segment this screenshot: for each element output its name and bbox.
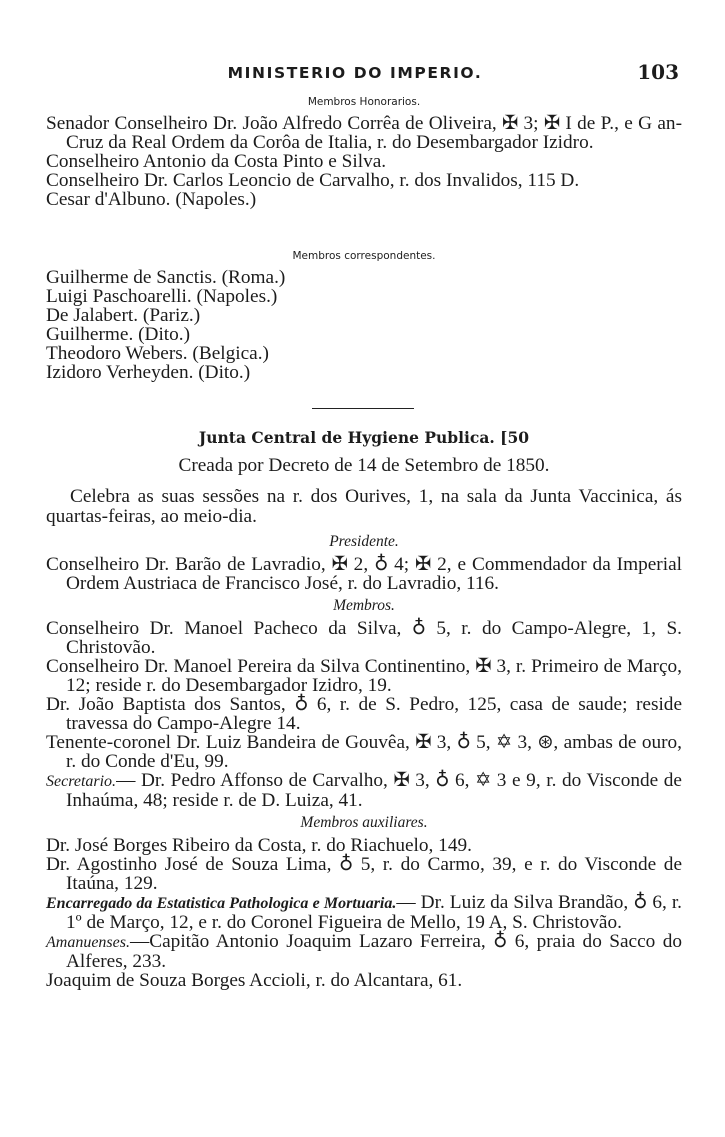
membro-entry: Tenente-coronel Dr. Luiz Bandeira de Gouvêa, ✠ 3, ♁ 5, ✡ 3, ⊛, ambas de ouro, r. do Conde d'Eu, 99. xyxy=(46,732,682,772)
correspondente-entry: Luigi Paschoarelli. (Napoles.) xyxy=(46,286,278,307)
junta-decree: Creada por Decreto de 14 de Setembro de 1850. xyxy=(178,455,550,476)
honorarios-heading: Membros Honorarios. xyxy=(307,96,421,108)
amanuenses-label: Amanuenses. xyxy=(46,934,130,951)
encarregado-entry xyxy=(46,893,682,932)
correspondentes-heading: Membros correspondentes. xyxy=(292,250,436,262)
junta-section xyxy=(46,428,682,990)
secretario-text: — Dr. Pedro Affonso de Carvalho, ✠ 3, ♁ 6, ✡ 3 e 9, r. do Visconde de Inhaúma, 48; reside r. de D. Luiza, 41. xyxy=(66,770,682,811)
correspondente-entry: Izidoro Verheyden. (Dito.) xyxy=(46,362,251,383)
honorario-entry: Senador Conselheiro Dr. João Alfredo Corrêa de Oliveira, ✠ 3; ✠ I de P., e G an-Cruz da Real Ordem da Corôa de Italia, r. do Desembargador Izidro. xyxy=(46,113,682,153)
running-title: MINISTERIO DO IMPERIO. xyxy=(227,64,483,82)
membro-entry: Conselheiro Dr. Manoel Pereira da Silva Continentino, ✠ 3, r. Primeiro de Março, 12; reside r. do Desembargador Izidro, 19. xyxy=(46,656,682,696)
correspondente-entry: Guilherme de Sanctis. (Roma.) xyxy=(46,267,286,288)
membro-entry: Dr. João Baptista dos Santos, ♁ 6, r. de S. Pedro, 125, casa de saude; reside travessa do Campo-Alegre 14. xyxy=(46,694,682,734)
auxiliares-heading: Membros auxiliares. xyxy=(300,814,428,831)
page-header xyxy=(0,62,725,88)
amanuenses-entry xyxy=(46,932,682,971)
encarregado-label: Encarregado da Estatistica Pathologica e Mortuaria. xyxy=(46,895,397,912)
correspondente-entry: Theodoro Webers. (Belgica.) xyxy=(46,343,269,364)
honorarios-section xyxy=(46,96,682,209)
honorario-entry: Conselheiro Antonio da Costa Pinto e Silva. xyxy=(46,151,387,172)
honorario-entry: Cesar d'Albuno. (Napoles.) xyxy=(46,189,257,210)
section-divider xyxy=(312,408,414,409)
correspondentes-section xyxy=(46,250,682,382)
last-entry: Joaquim de Souza Borges Accioli, r. do Alcantara, 61. xyxy=(46,970,463,991)
junta-description: Celebra as suas sessões na r. dos Ourives, 1, na sala da Junta Vaccinica, ás quartas-feiras, ao meio-dia. xyxy=(46,486,682,527)
encarregado-text: — Dr. Luiz da Silva Brandão, ♁ 6, r. 1º de Março, 12, e r. do Coronel Figueira de Mello, 19 A, S. Christovão. xyxy=(66,892,683,933)
presidente-heading: Presidente. xyxy=(329,533,399,550)
presidente-entry: Conselheiro Dr. Barão de Lavradio, ✠ 2, ♁ 4; ✠ 2, e Commendador da Imperial Ordem Austriaca de Francisco José, r. do Lavradio, 116. xyxy=(46,554,682,594)
auxiliar-entry: Dr. Agostinho José de Souza Lima, ♁ 5, r. do Carmo, 39, e r. do Visconde de Itaúna, 129. xyxy=(46,854,682,894)
auxiliar-entry: Dr. José Borges Ribeiro da Costa, r. do Riachuelo, 149. xyxy=(46,835,472,856)
honorario-entry: Conselheiro Dr. Carlos Leoncio de Carvalho, r. dos Invalidos, 115 D. xyxy=(46,170,580,191)
amanuenses-text: —Capitão Antonio Joaquim Lazaro Ferreira, ♁ 6, praia do Sacco do Alferes, 233. xyxy=(66,931,682,972)
junta-title: Junta Central de Hygiene Publica. [50 xyxy=(198,428,530,447)
secretario-label: Secretario. xyxy=(46,773,117,790)
correspondente-entry: Guilherme. (Dito.) xyxy=(46,324,191,345)
page-number: 103 xyxy=(637,60,679,84)
secretario-entry xyxy=(46,771,682,810)
correspondente-entry: De Jalabert. (Pariz.) xyxy=(46,305,201,326)
membro-entry: Conselheiro Dr. Manoel Pacheco da Silva, ♁ 5, r. do Campo-Alegre, 1, S. Christovão. xyxy=(46,618,682,658)
membros-heading: Membros. xyxy=(333,597,395,614)
